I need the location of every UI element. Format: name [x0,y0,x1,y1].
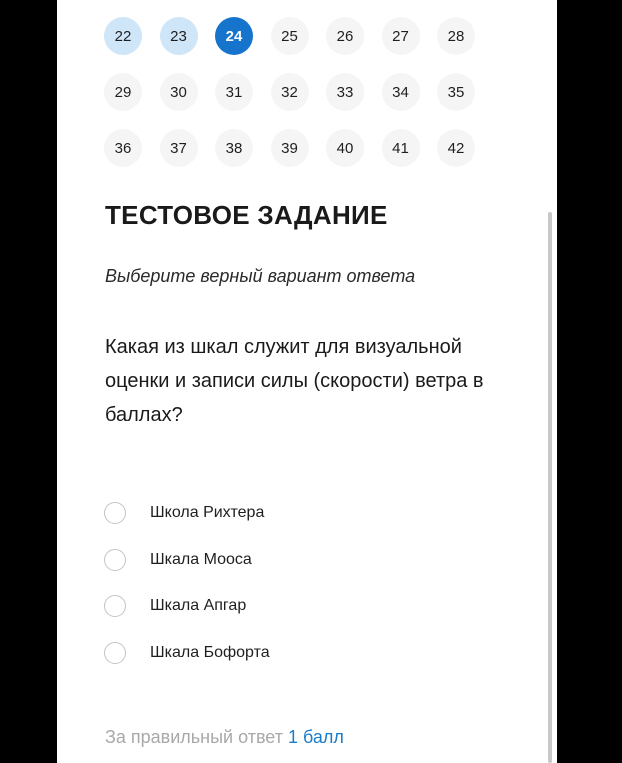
question-number-button[interactable]: 38 [215,129,253,167]
question-number-button[interactable]: 23 [160,17,198,55]
question-navigation [104,17,494,167]
radio-empty-icon[interactable] [104,595,126,617]
answer-options [104,498,504,684]
question-number-button[interactable]: 29 [104,73,142,111]
question-number-button[interactable]: 37 [160,129,198,167]
question-number-button[interactable]: 35 [437,73,475,111]
score-info [105,727,344,748]
test-page [57,0,557,763]
question-number-button[interactable]: 34 [382,73,420,111]
question-number-button[interactable]: 33 [326,73,364,111]
answer-option-label: Шкала Бофорта [150,643,270,661]
question-number-button[interactable]: 41 [382,129,420,167]
question-number-button[interactable]: 39 [271,129,309,167]
answer-option[interactable] [104,545,504,575]
question-number-button[interactable]: 32 [271,73,309,111]
answer-option[interactable] [104,638,504,668]
question-number-button[interactable]: 42 [437,129,475,167]
radio-empty-icon[interactable] [104,549,126,571]
section-title: ТЕСТОВОЕ ЗАДАНИЕ [105,200,388,230]
score-points: 1 балл [287,727,344,747]
question-number-button[interactable]: 28 [437,17,475,55]
answer-instruction: Выберите верный вариант ответа [105,266,416,286]
answer-option[interactable] [104,591,504,621]
scrollbar-thumb[interactable] [548,212,552,763]
answer-option-label: Шкала Апгар [150,597,247,614]
question-number-button[interactable]: 30 [160,73,198,111]
score-prefix: За правильный ответ [105,727,283,747]
answer-option-label: Школа Рихтера [150,504,265,521]
question-number-button[interactable]: 40 [326,129,364,167]
question-number-button[interactable]: 26 [326,17,364,55]
answer-option[interactable] [104,498,504,528]
radio-empty-icon[interactable] [104,642,126,664]
question-text: Какая из шкал служит для визуальной оценки и записи силы (скорости) ветра в баллах? [105,336,484,426]
question-number-button[interactable]: 22 [104,17,142,55]
question-number-button[interactable]: 25 [271,17,309,55]
question-number-button[interactable]: 24 [215,17,253,55]
question-number-button[interactable]: 31 [215,73,253,111]
question-number-button[interactable]: 36 [104,129,142,167]
radio-empty-icon[interactable] [104,502,126,524]
answer-option-label: Шкала Мооса [150,550,252,568]
question-number-button[interactable]: 27 [382,17,420,55]
